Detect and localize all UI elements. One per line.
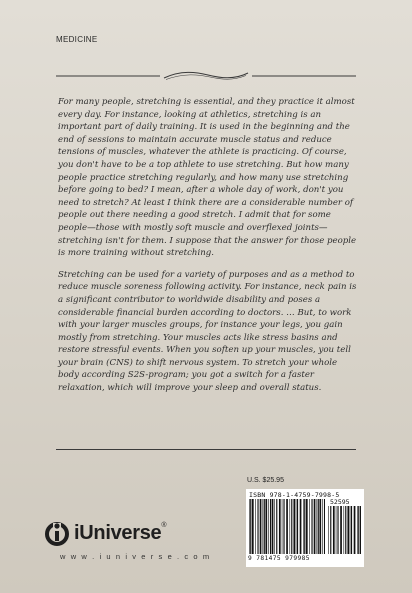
isbn-barcode [246, 489, 364, 567]
barcode-bars-icon [249, 499, 325, 554]
publisher-logo [44, 520, 244, 550]
publisher-name-text: iUniverse [74, 522, 162, 544]
price-addon-digits: 52595 [330, 498, 350, 506]
price-label: U.S. $25.95 [247, 477, 284, 484]
decorative-divider [56, 66, 356, 86]
bottom-rule [56, 449, 356, 450]
isbn-number: ISBN 978-1-4759-7998-5 [249, 491, 340, 499]
blurb-paragraph: For many people, stretching is essential, and they practice it almost every day. For instance, looking at athletics, stretching is an important part of daily training. It is used in the beginning and the end of sessions to maintain accurate muscle status and reduce tensions of muscles, whatever the athlete is practicing. Of course, you don't have to be a top athlete to use stretching. But how many people practice stretching regularly, and how many use stretching before going to bed? I mean, after a whole day of work, don't you need to stretch? At least I think there are a considerable number of people out there needing a good stretch. I admit that for some people—those with mostly soft muscle and overflexed joints—stretching isn't for them. I suppose that the answer for those people is more training without stretching. [58, 97, 357, 259]
addon-barcode-bars-icon [328, 506, 361, 554]
ean-digits: 9 781475 979985 [248, 555, 310, 562]
blurb-text [58, 96, 360, 403]
registered-mark: ® [161, 522, 167, 529]
publisher-name [74, 522, 166, 545]
publisher-website: w w w . i u n i v e r s e . c o m [60, 552, 211, 561]
blurb-paragraph: Stretching can be used for a variety of purposes and as a method to reduce muscle soreness following activity. For instance, neck pain is a significant contributor to worldwide disability and poses a considerable financial burden according to doctors. … But, to work with your larger muscles groups, for instance your legs, you gain mostly from stretching. Your muscles acts like stress basins and restore stressful events. When you soften up your muscles, you tell your brain (CNS) to shift nervous system. To stretch your whole body according S2S-program; you got a switch for a faster relaxation, which will improve your sleep and overall status. [58, 269, 357, 394]
category-label: MEDICINE [56, 35, 98, 44]
iuniverse-logo-icon [44, 520, 70, 548]
